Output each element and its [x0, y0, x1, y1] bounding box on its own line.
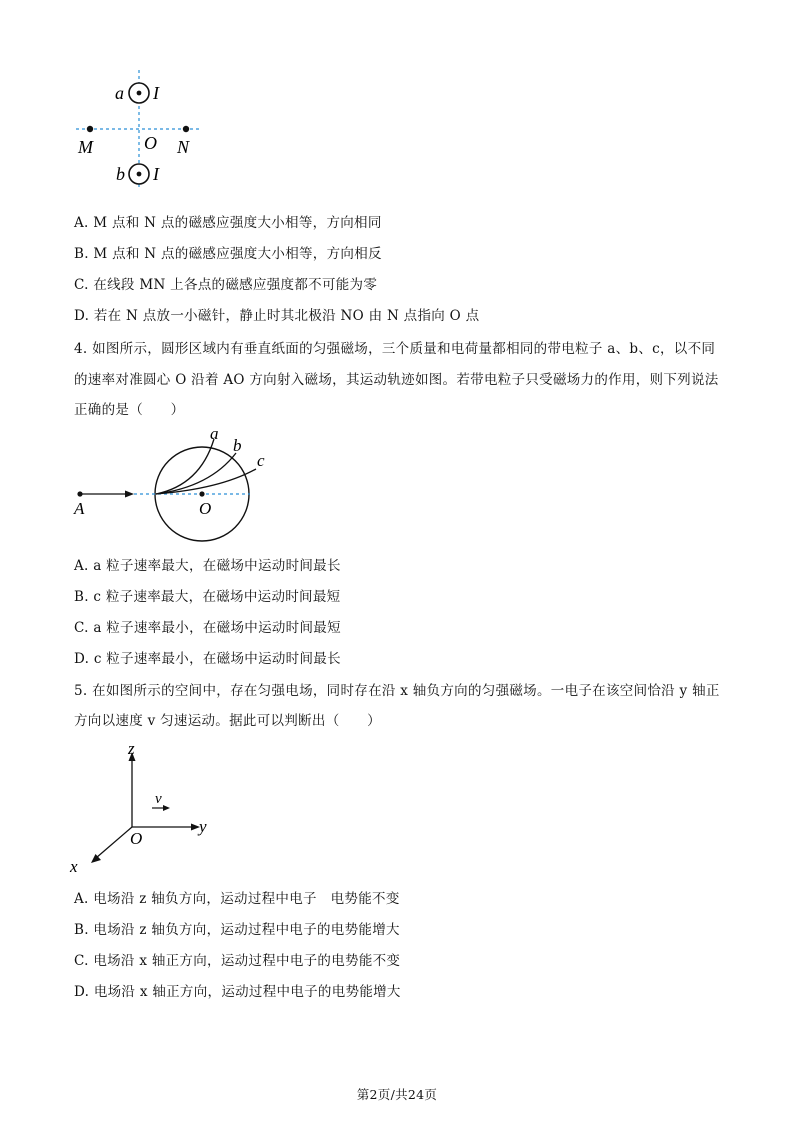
- label-o: O: [130, 829, 143, 848]
- label-i-bottom: I: [153, 164, 159, 184]
- q4-option-b: B. c 粒子速率最大，在磁场中运动时间最短: [74, 589, 341, 605]
- label-n: N: [177, 137, 190, 157]
- q3-figure: [70, 66, 210, 196]
- center-o: [199, 491, 204, 496]
- label-i-top: I: [153, 83, 159, 103]
- q4-stem-line-2: 的速率对准圆心 O 沿着 AO 方向射入磁场，其运动轨迹如图。若带电粒子只受磁场力的作用，则下列说法: [74, 372, 719, 388]
- label-c: c: [257, 451, 265, 470]
- label-a: a: [210, 424, 219, 443]
- label-x: x: [70, 857, 78, 876]
- page-number: 第2页/共24页: [356, 1087, 438, 1102]
- q4-option-d: D. c 粒子速率最小，在磁场中运动时间最长: [74, 651, 341, 667]
- q5-stem-line-2: 方向以速度 v 匀速运动。据此可以判断出（ ）: [74, 713, 381, 729]
- q5-stem-line-1: 5. 在如图所示的空间中，存在匀强电场，同时存在沿 x 轴负方向的匀强磁场。一电子在该空间恰沿 y 轴正: [74, 683, 720, 699]
- label-o: O: [144, 133, 157, 153]
- q3-option-a: A. M 点和 N 点的磁感应强度大小相等，方向相同: [74, 215, 382, 231]
- q5-option-a: A. 电场沿 z 轴负方向，运动过程中电子 电势能不变: [74, 891, 400, 907]
- label-b: b: [233, 436, 242, 455]
- label-b: b: [116, 164, 125, 184]
- q4-stem-line-3: 正确的是（ ）: [74, 402, 185, 418]
- label-v: v: [155, 791, 162, 807]
- point-n: [183, 126, 189, 132]
- label-m: M: [78, 137, 93, 157]
- q5-option-d: D. 电场沿 x 轴正方向，运动过程中电子的电势能增大: [74, 984, 401, 1000]
- q5-option-b: B. 电场沿 z 轴负方向，运动过程中电子的电势能增大: [74, 922, 400, 938]
- point-m: [87, 126, 93, 132]
- q4-option-c: C. a 粒子速率最小，在磁场中运动时间最短: [74, 620, 341, 636]
- q4-figure: [70, 425, 280, 525]
- label-o: O: [199, 499, 212, 518]
- q3-option-b: B. M 点和 N 点的磁感应强度大小相等，方向相反: [74, 246, 382, 262]
- label-a: a: [115, 83, 124, 103]
- label-y: y: [199, 817, 207, 836]
- q3-option-c: C. 在线段 MN 上各点的磁感应强度都不可能为零: [74, 277, 378, 293]
- trajectory-b: [156, 453, 236, 494]
- label-z: z: [128, 739, 135, 758]
- q4-stem-line-1: 4. 如图所示，圆形区域内有垂直纸面的匀强磁场，三个质量和电荷量都相同的带电粒子 a、b、c，以不同: [74, 341, 716, 357]
- label-a-start: A: [74, 499, 85, 518]
- q5-option-c: C. 电场沿 x 轴正方向，运动过程中电子的电势能不变: [74, 953, 401, 969]
- q5-axes-figure: [66, 738, 226, 878]
- q4-option-a: A. a 粒子速率最大，在磁场中运动时间最长: [74, 558, 341, 574]
- q3-option-d: D. 若在 N 点放一小磁针，静止时其北极沿 NO 由 N 点指向 O 点: [74, 308, 480, 324]
- point-a-start: [77, 491, 82, 496]
- trajectory-c: [156, 469, 256, 494]
